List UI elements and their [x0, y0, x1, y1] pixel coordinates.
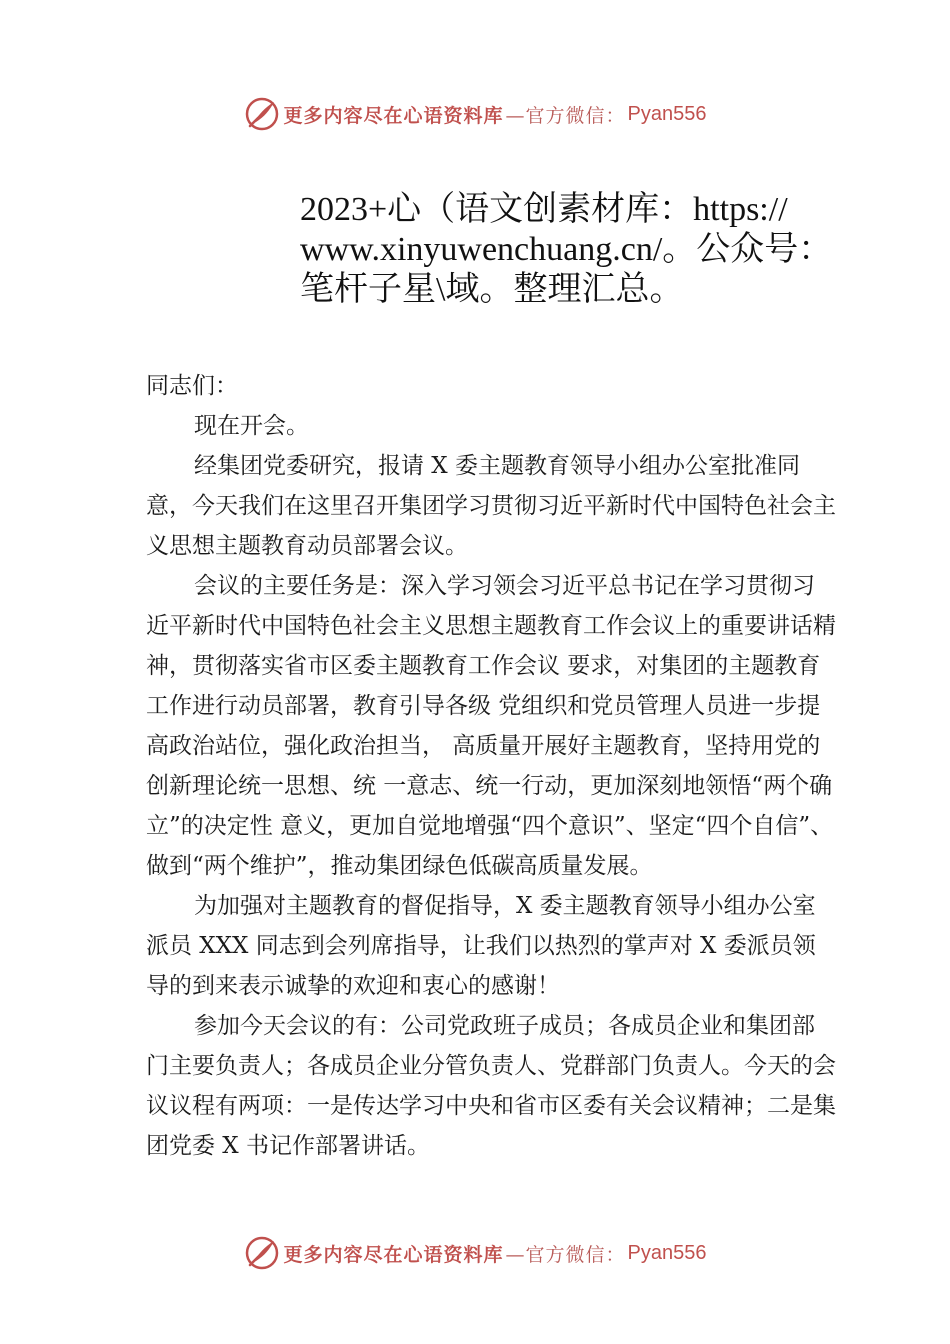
quill-logo-icon [244, 96, 280, 132]
paragraph: 现在开会。 [194, 413, 309, 439]
headline-line-3: 笔杆子星\域。整理汇总。 [300, 271, 684, 308]
salutation: 同志们： [146, 373, 238, 399]
banner-wechat-id: Pyan556 [627, 1241, 707, 1264]
document-body [146, 366, 836, 1166]
footer-banner [0, 1233, 950, 1273]
header-banner [0, 94, 950, 134]
headline-line-1: 2023+心（语文创素材库：https:// [300, 191, 788, 228]
banner-official-label: —官方微信： [505, 104, 626, 127]
headline-line-2: www.xinyuwenchuang.cn/。公众号： [300, 231, 833, 268]
quill-logo-icon [244, 1235, 280, 1271]
banner-wechat-id: Pyan556 [627, 102, 707, 125]
paragraph: 会议的主要任务是：深入学习领会习近平总书记在学习贯彻习近平新时代中国特色社会主义思想主题教育工作会议上的重要讲话精神，贯彻落实省市区委主题教育工作会议 要求，对集团的主题教育工作进行动员部署，教育引导各级 党组织和党员管理人员进一步提高政治站位，强化政治担当， 高质量开展好主题教育，坚持用党的创新理论统一思想、统 一意志、统一行动，更加深刻地领悟“两个确立”的决定性 意义，更加自觉地增强“四个意识”、坚定“四个自信”、做到“两个维护”，推动集团绿色低碳高质量发展。 [146, 573, 836, 879]
banner-brand-text: 更多内容尽在心语资料库 [283, 1243, 504, 1266]
document-headline [300, 190, 840, 310]
banner-official-label: —官方微信： [505, 1243, 626, 1266]
banner-brand-text: 更多内容尽在心语资料库 [283, 104, 504, 127]
paragraph: 参加今天会议的有：公司党政班子成员；各成员企业和集团部门主要负责人；各成员企业分管负责人、党群部门负责人。今天的会议议程有两项：一是传达学习中央和省市区委有关会议精神；二是集团党委 X 书记作部署讲话。 [146, 1013, 836, 1159]
paragraph: 为加强对主题教育的督促指导，X 委主题教育领导小组办公室派员 XXX 同志到会列席指导，让我们以热烈的掌声对 X 委派员领导的到来表示诚挚的欢迎和衷心的感谢！ [146, 893, 816, 999]
paragraph: 经集团党委研究，报请 X 委主题教育领导小组办公室批准同意，今天我们在这里召开集团学习贯彻习近平新时代中国特色社会主义思想主题教育动员部署会议。 [146, 453, 836, 559]
